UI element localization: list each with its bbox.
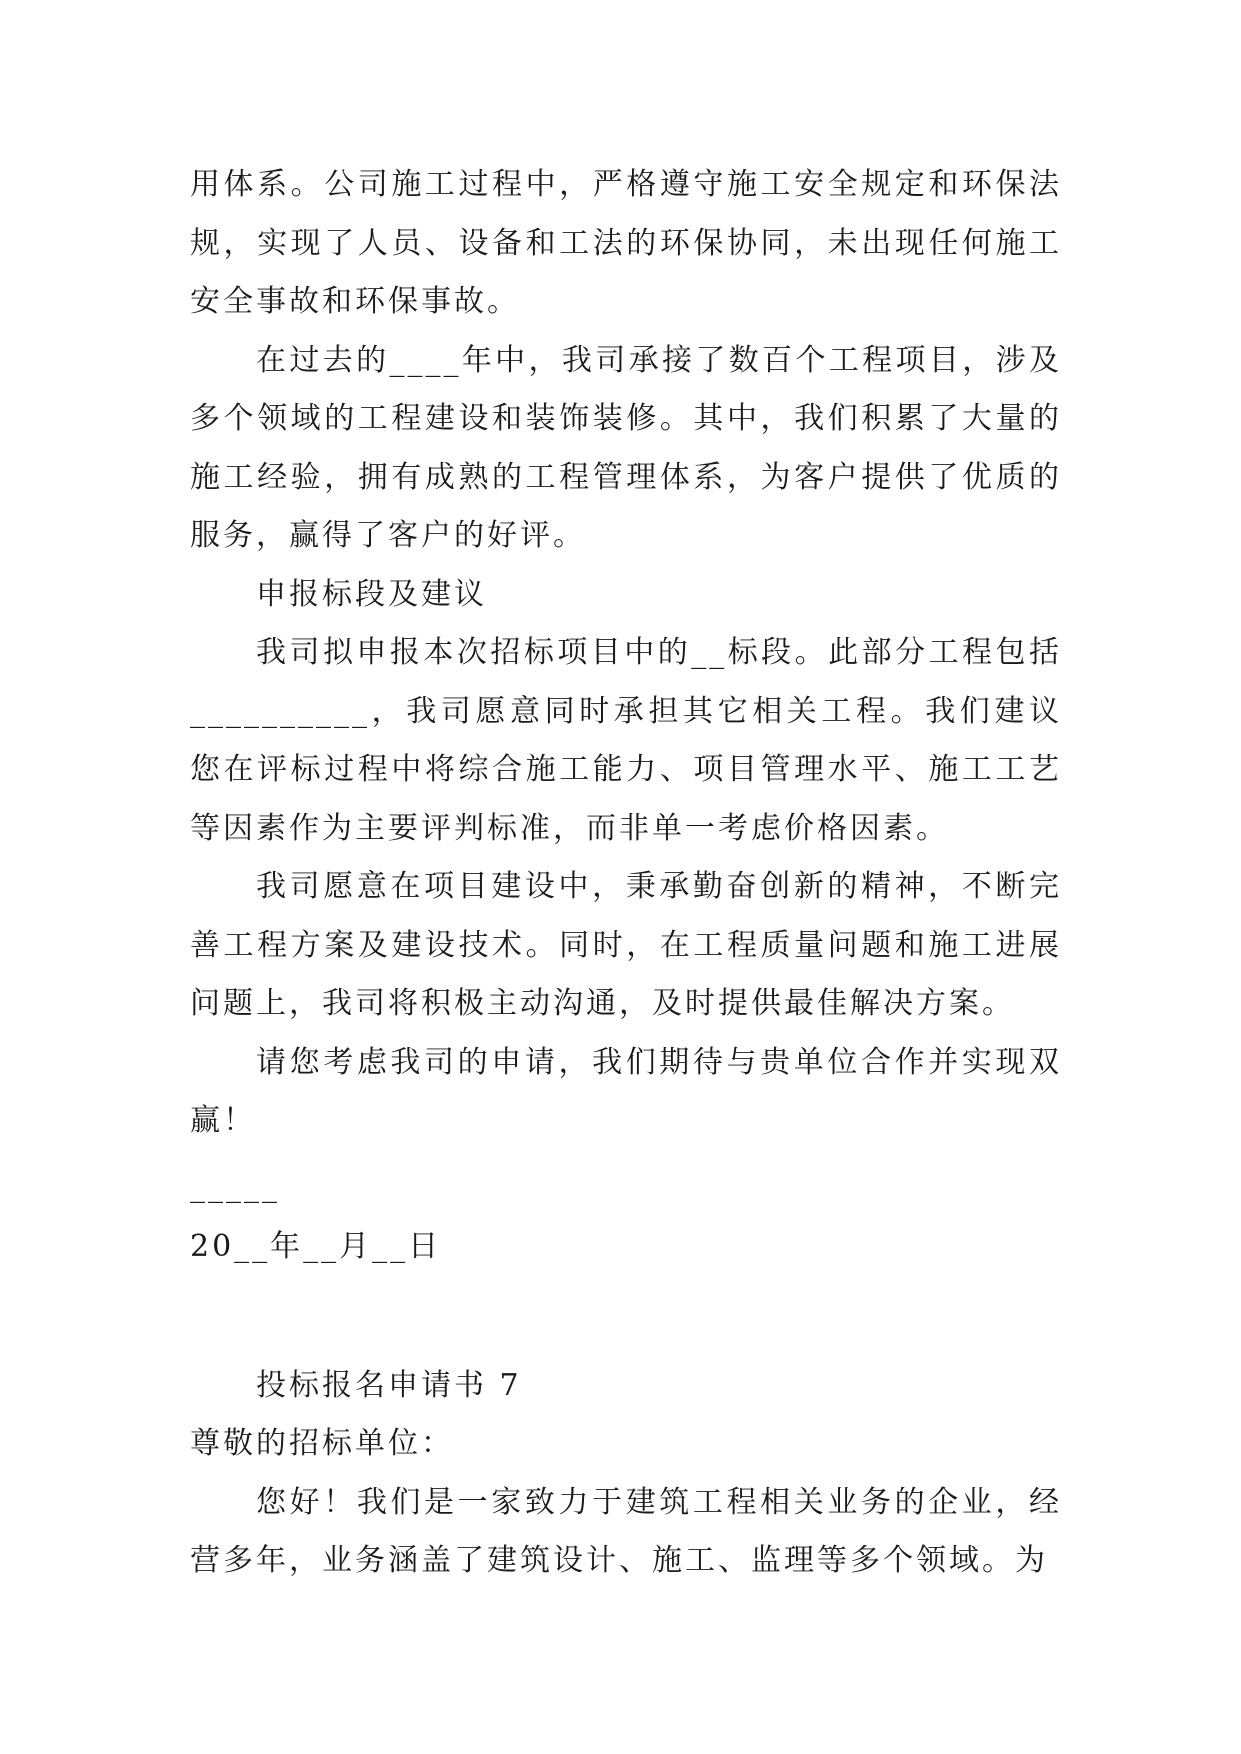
document-body <box>190 156 1062 1591</box>
section-title: 投标报名申请书 7 <box>256 1367 522 1403</box>
paragraph-closing: 请您考虑我司的申请，我们期待与贵单位合作并实现双赢！ <box>190 1044 1062 1138</box>
salutation: 尊敬的招标单位： <box>190 1426 454 1461</box>
paragraph-introduction: 您好！我们是一家致力于建筑工程相关业务的企业，经营多年，业务涵盖了建筑设计、施工、监理等多个领域。为 <box>190 1484 1062 1578</box>
paragraph-experience: 在过去的____年中，我司承接了数百个工程项目，涉及多个领域的工程建设和装饰装修。其中，我们积累了大量的施工经验，拥有成熟的工程管理体系，为客户提供了优质的服务，赢得了客户的好评。 <box>190 342 1062 553</box>
paragraph-bid-section: 我司拟申报本次招标项目中的__标段。此部分工程包括__________，我司愿意同时承担其它相关工程。我们建议您在评标过程中将综合施工能力、项目管理水平、施工工艺等因素作为主要评判标准，而非单一考虑价格因素。 <box>190 635 1062 846</box>
signature-line: _____ <box>190 1168 280 1204</box>
date-line: 20__年__月__日 <box>190 1229 442 1264</box>
paragraph-safety-system: 用体系。公司施工过程中，严格遵守施工安全规定和环保法规，实现了人员、设备和工法的环保协同，未出现任何施工安全事故和环保事故。 <box>190 167 1062 319</box>
paragraph-commitment: 我司愿意在项目建设中，秉承勤奋创新的精神，不断完善工程方案及建设技术。同时，在工程质量问题和施工进展问题上，我司将积极主动沟通，及时提供最佳解决方案。 <box>190 869 1062 1021</box>
paragraph-section-heading: 申报标段及建议 <box>256 576 487 612</box>
